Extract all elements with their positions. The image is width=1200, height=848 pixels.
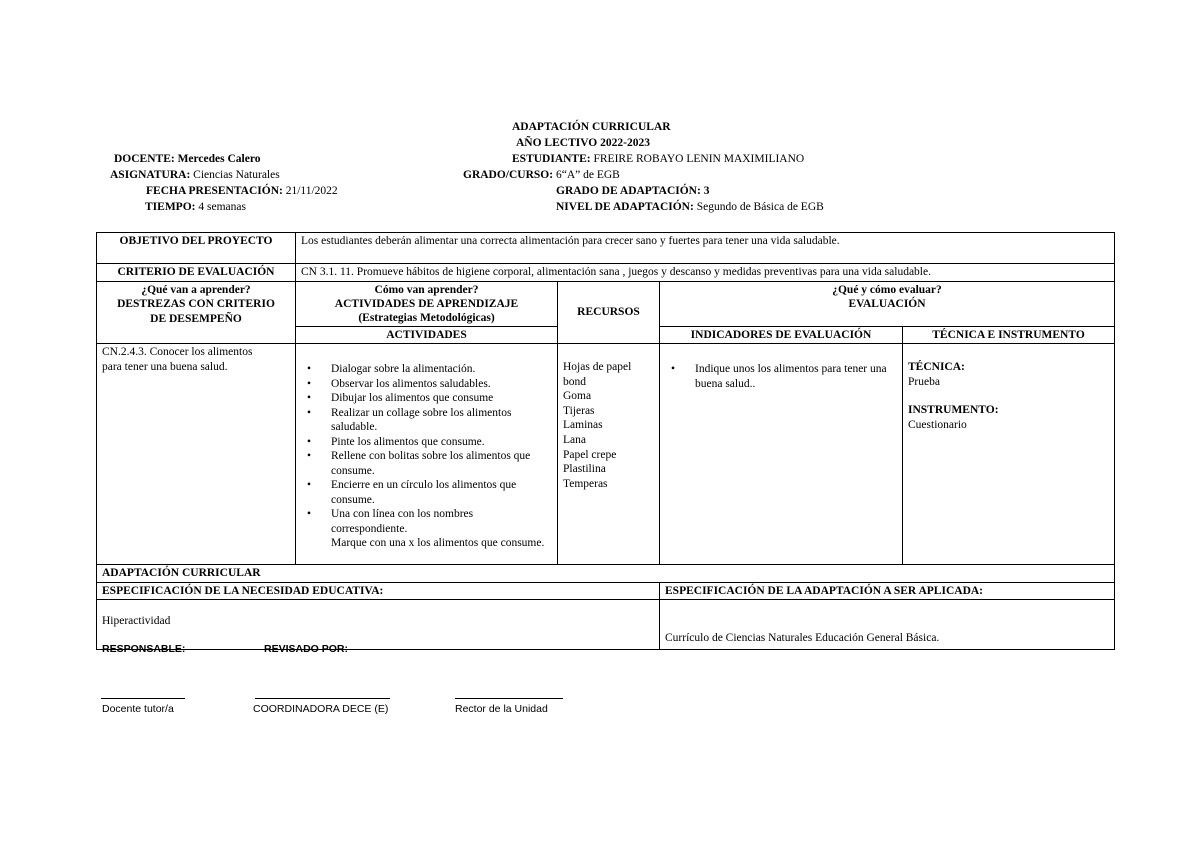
resource-item: Laminas (563, 419, 603, 432)
actividades-header (296, 281, 558, 326)
actividades-subheader: ACTIVIDADES (296, 326, 558, 344)
estudiante-value: FREIRE ROBAYO LENIN MAXIMILIANO (593, 153, 805, 165)
objetivo-label: OBJETIVO DEL PROYECTO (97, 233, 296, 264)
tiempo-line (145, 201, 246, 213)
estudiante-line (512, 153, 804, 165)
tecnica-label: TÉCNICA: (908, 361, 965, 373)
indicador-item: • Indique unos los alimentos para tener una buena salud.. (695, 362, 891, 391)
necesidad-label: ESPECIFICACIÓN DE LA NECESIDAD EDUCATIVA: (97, 582, 660, 600)
activity-item: • Pinte los alimentos que consume. (331, 435, 545, 450)
activity-item: • Una con línea con los nombres correspondiente. (331, 507, 545, 536)
resource-list (558, 344, 660, 565)
activity-item: • Dibujar los alimentos que consume (331, 391, 545, 406)
signature-rector: Rector de la Unidad (455, 703, 548, 715)
activity-item: • Rellene con bolitas sobre los alimentos que consume. (331, 449, 545, 478)
objetivo-value: Los estudiantes deberán alimentar una correcta alimentación para crecer sano y fuertes para tener una vida saludable. (296, 233, 1115, 264)
resource-item: Temperas (563, 477, 608, 490)
adaptacion-aplicada-label: ESPECIFICACIÓN DE LA ADAPTACIÓN A SER APLICADA: (660, 582, 1115, 600)
indicador-list (665, 362, 897, 391)
resource-item: Hojas de papel (563, 361, 632, 373)
fecha-value: 21/11/2022 (285, 185, 338, 197)
school-year: AÑO LECTIVO 2022-2023 (516, 137, 650, 149)
activity-item: Marque con una x los alimentos que consume. (331, 537, 545, 549)
actividades-subtitle: (Estrategias Metodológicas) (358, 311, 495, 324)
actividades-title: ACTIVIDADES DE APRENDIZAJE (334, 297, 519, 310)
indicadores-subheader: INDICADORES DE EVALUACIÓN (660, 326, 903, 344)
resource-item: Goma (563, 390, 592, 403)
document-title: ADAPTACIÓN CURRICULAR (512, 121, 671, 133)
grado-label: GRADO/CURSO: (463, 169, 554, 181)
activity-item: • Encierre en un círculo los alimentos que consume. (331, 478, 545, 507)
evaluacion-question: ¿Qué y cómo evaluar? (832, 283, 942, 296)
tecnica-value: Prueba (908, 375, 940, 388)
nivel-value: Segundo de Básica de EGB (696, 201, 824, 213)
indicador-cell (660, 344, 903, 565)
signature-line-rector (455, 698, 563, 699)
recursos-header: RECURSOS (558, 281, 660, 344)
signature-line-docente (101, 698, 185, 699)
asignatura-value: Ciencias Naturales (193, 169, 280, 181)
asignatura-line (110, 169, 280, 181)
destreza-line-1: CN.2.4.3. Conocer los alimentos (102, 346, 253, 358)
instrumento-value: Cuestionario (908, 418, 967, 431)
criterio-label: CRITERIO DE EVALUACIÓN (97, 264, 296, 282)
destreza-line-2: para tener una buena salud. (102, 360, 228, 373)
destrezas-header (97, 281, 296, 344)
resource-item: bond (563, 375, 586, 388)
adaptacion-section-label: ADAPTACIÓN CURRICULAR (97, 565, 1115, 583)
activity-list (301, 362, 545, 551)
actividades-question: Cómo van aprender? (374, 283, 479, 296)
grado-adaptacion: GRADO DE ADAPTACIÓN: 3 (556, 185, 710, 197)
revisado-label: REVISADO POR: (264, 643, 349, 655)
nivel-label: NIVEL DE ADAPTACIÓN: (556, 201, 694, 213)
responsable-label: RESPONSABLE: (102, 643, 186, 655)
grado-line (463, 169, 620, 181)
criterio-value: CN 3.1. 11. Promueve hábitos de higiene corporal, alimentación sana , juegos y descanso y medidas preventivas para una vida saludable. (296, 264, 1115, 282)
docente-line: DOCENTE: Mercedes Calero (114, 153, 261, 165)
activity-item: • Dialogar sobre la alimentación. (331, 362, 545, 377)
tiempo-value: 4 semanas (198, 201, 246, 213)
resource-item: Tijeras (563, 404, 595, 417)
evaluacion-title: EVALUACIÓN (848, 298, 926, 310)
tecnica-subheader: TÉCNICA E INSTRUMENTO (903, 326, 1115, 344)
destrezas-title-2: DE DESEMPEÑO (150, 312, 242, 325)
tecnica-cell (903, 344, 1115, 565)
estudiante-label: ESTUDIANTE: (512, 153, 591, 165)
instrumento-label: INSTRUMENTO: (908, 404, 999, 416)
resource-item: Lana (563, 433, 586, 446)
signature-dece: COORDINADORA DECE (E) (253, 703, 389, 715)
destrezas-title-1: DESTREZAS CON CRITERIO (117, 298, 275, 310)
activity-item: • Realizar un collage sobre los alimentos saludable. (331, 406, 545, 435)
fecha-line (146, 185, 338, 197)
signature-docente: Docente tutor/a (102, 703, 174, 715)
destrezas-question: ¿Qué van a aprender? (141, 283, 251, 296)
signature-line-dece (255, 698, 390, 699)
adaptacion-value: Currículo de Ciencias Naturales Educación General Básica. (660, 600, 1115, 650)
resource-item: Plastilina (563, 463, 606, 476)
curriculum-table (96, 232, 1115, 650)
resource-item: Papel crepe (563, 448, 617, 461)
evaluacion-header (660, 281, 1115, 326)
tiempo-label: TIEMPO: (145, 201, 196, 213)
activities-cell (296, 344, 558, 565)
fecha-label: FECHA PRESENTACIÓN: (146, 185, 283, 197)
asignatura-label: ASIGNATURA: (110, 169, 191, 181)
destreza-cell (97, 344, 296, 565)
activity-item: • Observar los alimentos saludables. (331, 377, 545, 392)
necesidad-value: Hiperactividad (97, 600, 660, 650)
nivel-line (556, 201, 824, 213)
grado-value: 6“A” de EGB (555, 169, 620, 181)
